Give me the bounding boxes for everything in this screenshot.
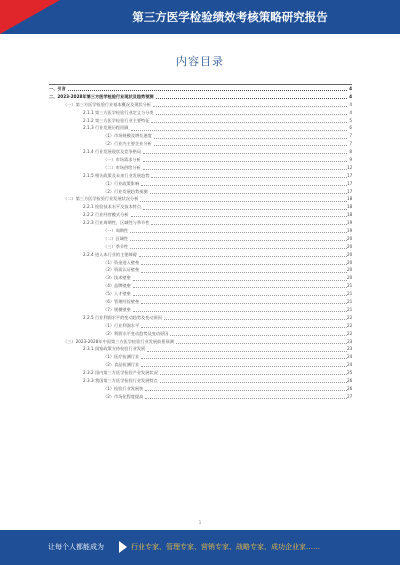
toc-entry-page: 17 <box>347 188 353 194</box>
toc-leader-dots <box>150 193 347 194</box>
toc-entry[interactable] <box>49 211 352 219</box>
toc-entry[interactable] <box>49 251 352 259</box>
toc-entry-page: 12 <box>347 164 353 170</box>
toc-leader-dots <box>130 232 347 233</box>
toc-entry[interactable] <box>49 172 352 180</box>
toc-entry-label: 2.2.2 行业经营模式分析 <box>83 212 129 218</box>
toc-leader-dots <box>141 358 347 359</box>
toc-entry[interactable] <box>49 132 352 140</box>
toc-entry-page: 4 <box>349 86 352 91</box>
toc-entry[interactable] <box>49 124 352 132</box>
toc-leader-dots <box>131 216 347 217</box>
toc-entry-page: 9 <box>349 157 352 163</box>
toc-leader-dots <box>141 366 347 367</box>
play-arrow-icon <box>119 541 127 553</box>
toc-leader-dots <box>141 327 347 328</box>
toc-entry-label: （一）第三方医学检验行业基本概况及现状分析 <box>63 101 151 107</box>
toc-leader-dots <box>143 153 347 154</box>
toc-entry[interactable] <box>49 322 352 330</box>
toc-entry-label: 2.3.3 我国第三方医学检验行业发展特点 <box>83 377 158 383</box>
toc-entry-page: 22 <box>347 330 353 336</box>
toc-entry-label: （1）检验行业发展快 <box>103 385 144 391</box>
toc-leader-dots <box>151 122 347 123</box>
toc-entry-page: 21 <box>347 283 353 289</box>
toc-entry[interactable] <box>49 266 352 274</box>
toc-entry[interactable] <box>49 282 352 290</box>
toc-leader-dots <box>176 343 347 344</box>
toc-entry[interactable] <box>49 369 352 377</box>
toc-entry-label: 2.3.2 国内第三方医学检验产业发展状况 <box>83 370 158 376</box>
toc-entry-page: 26 <box>347 385 353 391</box>
toc-leader-dots <box>154 145 347 146</box>
toc-entry[interactable] <box>49 330 352 338</box>
toc-entry-label: （5）人才壁垒 <box>103 291 131 297</box>
toc-entry-page: 20 <box>347 243 353 249</box>
report-footer <box>0 530 400 565</box>
toc-entry-label: 2.1.4 行业发展现状及竞争格局 <box>83 149 142 155</box>
toc-entry-label: （2）行业内主要企业分析 <box>103 141 152 147</box>
toc-leader-dots <box>141 272 347 273</box>
toc-entry-label: 2.1.1 第三方医学检验行业定义与分类 <box>83 109 154 115</box>
toc-leader-dots <box>141 264 347 265</box>
toc-entry-page: 24 <box>347 354 353 360</box>
toc-entry-label: （三）2023-2028年中国第三方医学检验行业发展前景预测 <box>63 338 174 344</box>
toc-leader-dots <box>156 114 347 115</box>
toc-entry[interactable] <box>49 353 352 361</box>
toc-entry[interactable] <box>49 140 352 148</box>
toc-entry-page: 24 <box>347 362 353 368</box>
toc-entry[interactable] <box>49 84 352 93</box>
toc-entry-label: （2）资质认证壁垒 <box>103 267 140 273</box>
toc-leader-dots <box>133 287 347 288</box>
toc-entry-page: 22 <box>347 314 353 320</box>
toc-leader-dots <box>143 209 347 210</box>
toc-entry-label: （3）技术壁垒 <box>103 275 131 281</box>
toc-entry-label: 2.2.5 行业利润水平的变动趋势及变动原因 <box>83 314 162 320</box>
toc-entry-page: 20 <box>347 259 353 265</box>
toc-entry-page: 5 <box>349 117 352 123</box>
toc-entry[interactable] <box>49 156 352 164</box>
toc-entry[interactable] <box>49 195 352 203</box>
toc-entry-page: 7 <box>349 141 352 147</box>
toc-entry-label: （二）第三方医学检验行业发展状况分析 <box>63 196 139 202</box>
toc-entry[interactable] <box>49 101 352 109</box>
toc-entry-label: （1）市场规模及增长速度 <box>103 133 152 139</box>
toc-entry-label: （7）规模壁垒 <box>103 306 131 312</box>
toc-entry-label: （2）市场化程度提高 <box>103 393 144 399</box>
toc-entry-page: 21 <box>347 291 353 297</box>
toc-entry-page: 20 <box>347 235 353 241</box>
toc-entry-label: （1）行业利润水平 <box>103 322 140 328</box>
toc-entry-label: （一）周期性 <box>103 228 129 234</box>
toc-entry-page: 25 <box>347 370 353 376</box>
toc-entry-label: （2）食品检测行业 <box>103 362 140 368</box>
toc-entry-page: 19 <box>347 228 353 234</box>
toc-leader-dots <box>145 398 347 399</box>
toc-leader-dots <box>145 390 347 391</box>
toc-leader-dots <box>143 161 347 162</box>
toc-entry-label: （4）品牌壁垒 <box>103 283 131 289</box>
toc-leader-dots <box>133 295 347 296</box>
toc-entry[interactable] <box>49 306 352 314</box>
toc-entry[interactable] <box>49 164 352 172</box>
toc-entry-page: 20 <box>347 275 353 281</box>
toc-leader-dots <box>140 201 347 202</box>
toc-entry[interactable] <box>49 361 352 369</box>
toc-entry-label: 2.3.1 国家政策支持检验行业发展 <box>83 346 146 352</box>
toc-heading: 内容目录 <box>176 55 224 68</box>
toc-entry-label: 二、2023-2028年第三方医学检验行业现状及趋势预测 <box>49 93 154 99</box>
toc-entry-page: 8 <box>349 149 352 155</box>
toc-entry[interactable] <box>49 117 352 125</box>
toc-entry-page: 22 <box>347 322 353 328</box>
toc-entry-label: （6）管理经验壁垒 <box>103 299 140 305</box>
toc-entry-label: 2.2.1 检验技术水平及技术特点 <box>83 204 142 210</box>
toc-entry-label: （1）行业政策影响 <box>103 180 140 186</box>
toc-leader-dots <box>141 303 347 304</box>
toc-entry-page: 18 <box>347 212 353 218</box>
toc-entry-label: 2.2.3 行业周期性、区域性与季节性 <box>83 220 150 226</box>
toc-leader-dots <box>147 351 347 352</box>
footer-roles: 行业专家、管理专家、营销专家、战略专家、成功企业家…… <box>131 543 320 551</box>
toc-entry-page: 19 <box>347 220 353 226</box>
page-number: 1 <box>198 520 202 525</box>
toc-leader-dots <box>133 311 347 312</box>
toc-leader-dots <box>160 374 347 375</box>
toc-entry-label: （一）市场需求分析 <box>103 157 141 163</box>
toc-leader-dots <box>130 248 347 249</box>
toc-entry-page: 4 <box>349 109 352 115</box>
toc-entry-label: （1）资金进入壁垒 <box>103 259 140 265</box>
toc-entry[interactable] <box>49 274 352 282</box>
toc-leader-dots <box>160 382 347 383</box>
toc-entry-label: 2.1.2 第三方医学检验行业主要特征 <box>83 117 150 123</box>
toc-entry-label: 一、引言 <box>49 86 66 91</box>
toc-entry[interactable] <box>49 377 352 385</box>
toc-leader-dots <box>153 106 347 107</box>
toc-leader-dots <box>170 335 347 336</box>
toc-leader-dots <box>139 256 347 257</box>
toc-entry[interactable] <box>49 298 352 306</box>
toc-entry[interactable] <box>49 385 352 393</box>
toc-entry-page: 4 <box>349 93 352 99</box>
toc-leader-dots <box>156 98 347 99</box>
toc-entry-page: 26 <box>347 377 353 383</box>
footer-slogan: 让每个人都能成为 <box>48 543 104 551</box>
toc-entry-label: （2）利润水平变动趋势及变动原因 <box>103 330 169 336</box>
header-accent-triangle <box>0 0 60 34</box>
toc-entry-page: 21 <box>347 299 353 305</box>
toc-entry[interactable] <box>49 393 352 401</box>
table-of-contents <box>49 84 352 401</box>
toc-leader-dots <box>154 138 347 139</box>
toc-entry-label: （二）市场供给分析 <box>103 164 141 170</box>
toc-entry[interactable] <box>49 235 352 243</box>
toc-leader-dots <box>133 280 347 281</box>
toc-entry-page: 20 <box>347 267 353 273</box>
toc-entry-page: 21 <box>347 306 353 312</box>
toc-entry-page: 7 <box>349 133 352 139</box>
toc-entry[interactable] <box>49 148 352 156</box>
toc-entry-page: 27 <box>347 393 353 399</box>
toc-entry-page: 4 <box>349 101 352 107</box>
toc-entry-page: 23 <box>347 338 353 344</box>
toc-entry-page: 20 <box>347 251 353 257</box>
toc-entry-page: 17 <box>347 172 353 178</box>
toc-entry[interactable] <box>49 188 352 196</box>
report-header <box>0 0 400 34</box>
toc-entry-label: （1）医疗检测行业 <box>103 354 140 360</box>
toc-entry-page: 6 <box>349 125 352 131</box>
toc-entry[interactable] <box>49 203 352 211</box>
toc-entry[interactable] <box>49 345 352 353</box>
toc-entry-page: 18 <box>347 204 353 210</box>
toc-entry-label: 2.2.4 进入本行业的主要障碍 <box>83 251 137 257</box>
toc-entry-page: 18 <box>347 196 353 202</box>
toc-leader-dots <box>151 177 347 178</box>
toc-leader-dots <box>151 224 347 225</box>
toc-entry-label: （三）季节性 <box>103 243 129 249</box>
toc-entry[interactable] <box>49 259 352 267</box>
toc-entry[interactable] <box>49 219 352 227</box>
toc-entry-label: 2.1.5 相关政策及未来行业发展趋势 <box>83 172 150 178</box>
toc-leader-dots <box>141 185 347 186</box>
toc-leader-dots <box>68 90 347 91</box>
toc-entry[interactable] <box>49 243 352 251</box>
toc-entry-label: 2.1.3 行业发展历程回顾 <box>83 125 129 131</box>
toc-leader-dots <box>130 240 347 241</box>
toc-entry[interactable] <box>49 180 352 188</box>
toc-leader-dots <box>143 169 347 170</box>
toc-entry[interactable] <box>49 338 352 346</box>
toc-entry[interactable] <box>49 93 352 101</box>
toc-entry[interactable] <box>49 109 352 117</box>
toc-leader-dots <box>131 130 347 131</box>
toc-entry-label: （二）区域性 <box>103 235 129 241</box>
toc-entry-page: 23 <box>347 346 353 352</box>
toc-entry-page: 17 <box>347 180 353 186</box>
toc-entry-label: （2）行业发展趋势预测 <box>103 188 148 194</box>
toc-leader-dots <box>164 319 347 320</box>
toc-entry[interactable] <box>49 227 352 235</box>
report-title: 第三方医学检验绩效考核策略研究报告 <box>132 10 328 24</box>
toc-entry[interactable] <box>49 290 352 298</box>
toc-entry[interactable] <box>49 314 352 322</box>
